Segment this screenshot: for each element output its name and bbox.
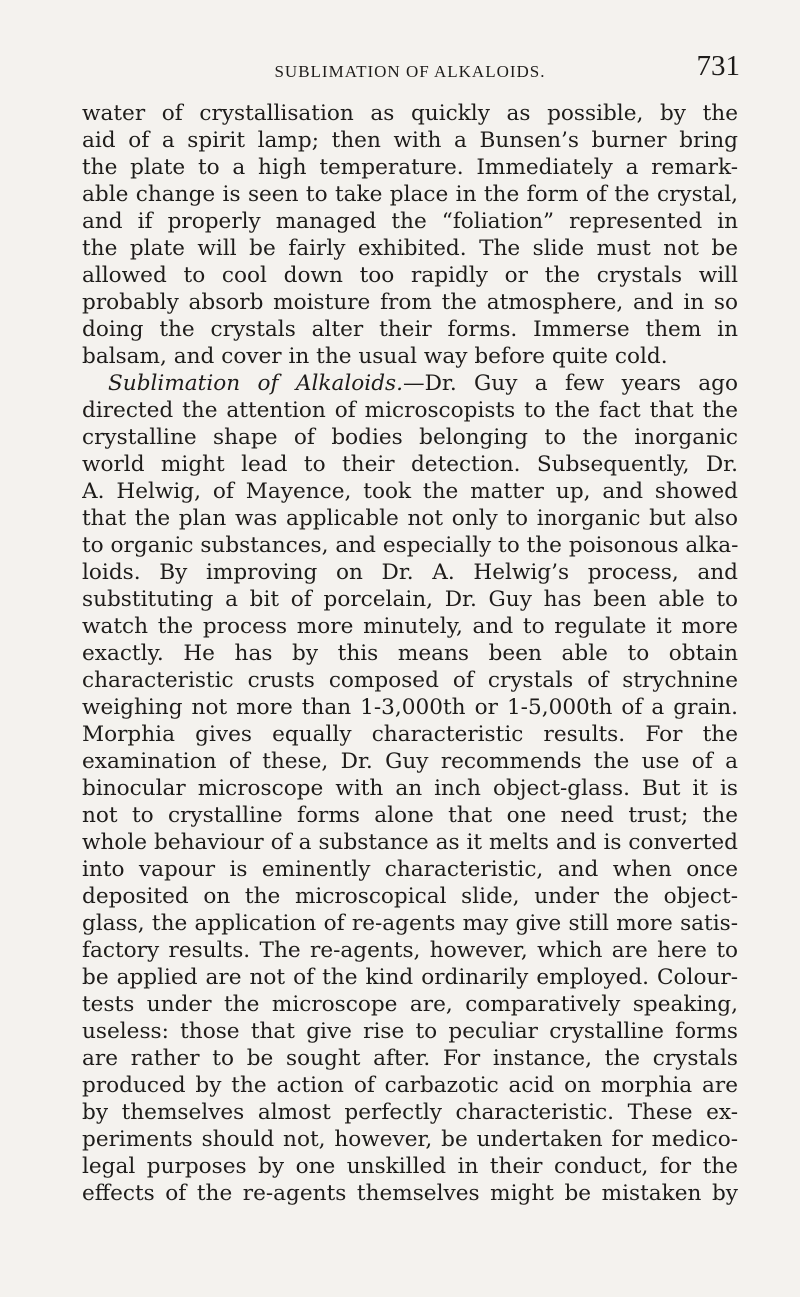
text-line: watch the process more minutely, and to regulate it more	[82, 614, 738, 639]
text-line: that the plan was applicable not only to inorganic but also	[82, 506, 738, 531]
text-line: balsam, and cover in the usual way before quite cold.	[82, 344, 668, 369]
text-line: aid of a spirit lamp; then with a Bunsen’s burner bring	[82, 128, 738, 153]
text-line: water of crystallisation as quickly as possible, by the	[82, 101, 738, 126]
page-number: 731	[696, 50, 740, 82]
text-line: exactly. He has by this means been able to obtain	[82, 641, 738, 666]
section-title: Sublimation of Alkaloids.	[108, 371, 403, 396]
page-header	[80, 42, 740, 82]
text-line: weighing not more than 1-3,000th or 1-5,000th of a grain.	[82, 695, 738, 720]
text-line: by themselves almost perfectly characteristic. These ex-	[82, 1100, 738, 1125]
text-line: produced by the action of carbazotic acid on morphia are	[82, 1073, 738, 1098]
text-line: deposited on the microscopical slide, under the object-	[82, 884, 738, 909]
section-start-text: —Dr. Guy a few years ago	[402, 371, 738, 396]
body-text	[82, 100, 738, 1207]
text-line: legal purposes by one unskilled in their conduct, for the	[82, 1154, 738, 1179]
text-line: world might lead to their detection. Subsequently, Dr.	[82, 452, 738, 477]
text-line: into vapour is eminently characteristic, and when once	[82, 857, 738, 882]
text-line: useless: those that give rise to peculiar crystalline forms	[82, 1019, 738, 1044]
text-line: Morphia gives equally characteristic results. For the	[82, 722, 738, 747]
text-line: whole behaviour of a substance as it melts and is converted	[82, 830, 738, 855]
text-line: directed the attention of microscopists to the fact that the	[82, 398, 738, 423]
text-line: crystalline shape of bodies belonging to the inorganic	[82, 425, 738, 450]
section-start-line	[82, 370, 738, 397]
text-line: doing the crystals alter their forms. Immerse them in	[82, 317, 738, 342]
text-line: glass, the application of re-agents may give still more satis-	[82, 911, 738, 936]
text-line: A. Helwig, of Mayence, took the matter up, and showed	[82, 479, 738, 504]
text-line: are rather to be sought after. For instance, the crystals	[82, 1046, 738, 1071]
text-line: and if properly managed the “foliation” represented in	[82, 209, 738, 234]
text-line: be applied are not of the kind ordinarily employed. Colour-	[82, 965, 738, 990]
text-line: binocular microscope with an inch object-glass. But it is	[82, 776, 738, 801]
text-line: characteristic crusts composed of crystals of strychnine	[82, 668, 738, 693]
text-line: probably absorb moisture from the atmosphere, and in so	[82, 290, 738, 315]
text-line: tests under the microscope are, comparatively speaking,	[82, 992, 738, 1017]
text-line: factory results. The re-agents, however, which are here to	[82, 938, 738, 963]
running-head: SUBLIMATION OF ALKALOIDS.	[274, 62, 546, 81]
text-line: to organic substances, and especially to the poisonous alka-	[82, 533, 738, 558]
text-line: not to crystalline forms alone that one need trust; the	[82, 803, 738, 828]
text-line: periments should not, however, be undertaken for medico-	[82, 1127, 738, 1152]
text-line: able change is seen to take place in the form of the crystal,	[82, 182, 738, 207]
text-line: the plate will be fairly exhibited. The slide must not be	[82, 236, 738, 261]
text-line: effects of the re-agents themselves might be mistaken by	[82, 1181, 738, 1206]
text-line: examination of these, Dr. Guy recommends the use of a	[82, 749, 738, 774]
text-line: the plate to a high temperature. Immediately a remark-	[82, 155, 738, 180]
text-line: substituting a bit of porcelain, Dr. Guy has been able to	[82, 587, 738, 612]
text-line: allowed to cool down too rapidly or the crystals will	[82, 263, 738, 288]
text-line: loids. By improving on Dr. A. Helwig’s process, and	[82, 560, 738, 585]
